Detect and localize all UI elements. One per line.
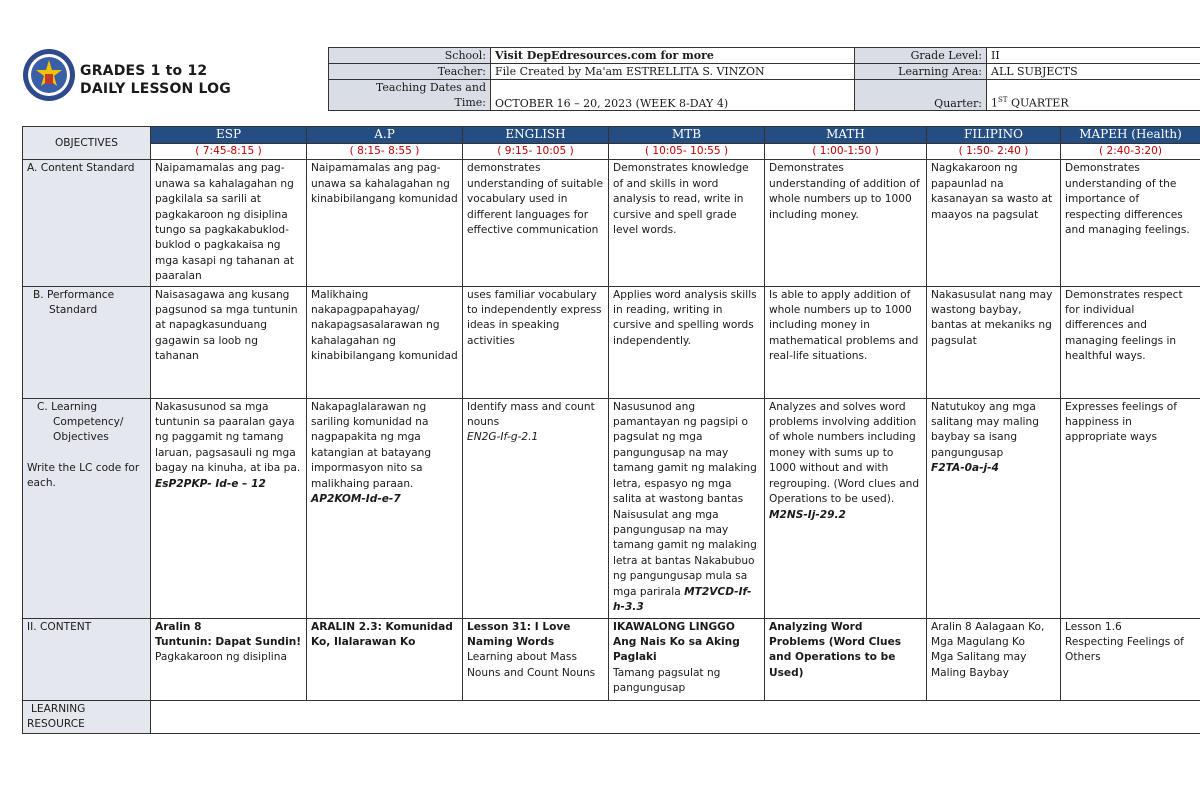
content-standard-cell: Demonstrates understanding of addition of whole numbers up to 1000 including money.	[765, 160, 927, 286]
subject-header-mapeh: MAPEH (Health)	[1061, 127, 1200, 144]
lc-code: M2NS-Ij-29.2	[769, 508, 846, 521]
learning-competency-cell: Identify mass and count nouns EN2G-If-g-2.1	[463, 398, 609, 618]
learning-competency-cell: Nakasusunod sa mga tuntunin sa paaralan gaya ng paggamit ng tamang laruan, pagsasauli ng mga bagay na kinuha, at iba pa. EsP2PKP- Id-e – 12	[151, 398, 307, 618]
learning-area-value: ALL SUBJECTS	[987, 64, 1200, 80]
time-mapeh: ( 2:40-3:20)	[1061, 144, 1200, 160]
content-cell: ARALIN 2.3: Komunidad Ko, Ilalarawan Ko	[307, 618, 463, 700]
content-standard-label: A. Content Standard	[23, 160, 151, 286]
performance-standard-cell: uses familiar vocabulary to independently express ideas in speaking activities	[463, 286, 609, 398]
content-cell: IKAWALONG LINGGO Ang Nais Ko sa Aking Paglaki Tamang pagsulat ng pangungusap	[609, 618, 765, 700]
content-cell: Analyzing Word Problems (Word Clues and Operations to be Used)	[765, 618, 927, 700]
subject-header-ap: A.P	[307, 127, 463, 144]
quarter-value: 1ST QUARTER	[987, 80, 1200, 111]
learning-resource-label: LEARNING RESOURCE	[23, 700, 151, 734]
content-standard-cell: Naipamamalas ang pag-unawa sa kahalagahan ng kinabibilangang komunidad	[307, 160, 463, 286]
lc-code: EsP2PKP- Id-e – 12	[155, 477, 266, 490]
lc-code: F2TA-0a-j-4	[931, 462, 999, 475]
learning-area-label: Learning Area:	[855, 64, 987, 80]
content-standard-cell: Nagkakaroon ng papaunlad na kasanayan sa wasto at maayos na pagsulat	[927, 160, 1061, 286]
subject-header-esp: ESP	[151, 127, 307, 144]
lesson-log-table	[22, 126, 1200, 734]
time-mtb: ( 10:05- 10:55 )	[609, 144, 765, 160]
subject-header-filipino: FILIPINO	[927, 127, 1061, 144]
header-info-table	[328, 47, 1200, 111]
time-math: ( 1:00-1:50 )	[765, 144, 927, 160]
grade-level-value: II	[987, 48, 1200, 64]
performance-standard-label: B. Performance Standard	[23, 286, 151, 398]
performance-standard-cell: Naisasagawa ang kusang pagsunod sa mga tuntunin at napagkasunduang gagawin sa loob ng tahanan	[151, 286, 307, 398]
learning-competency-cell: Analyzes and solves word problems involving addition of whole numbers including money with sums up to 1000 without and with regrouping. (Word clues and Operations to be used). M2NS-Ij-29.2	[765, 398, 927, 618]
performance-standard-cell: Malikhaing nakapagpapahayag/ nakapagsasalarawan ng kahalagahan ng kinabibilangang komunidad	[307, 286, 463, 398]
time-filipino: ( 1:50- 2:40 )	[927, 144, 1061, 160]
content-standard-cell: Naipamamalas ang pag-unawa sa kahalagahan ng pagkilala sa sarili at pagkakaroon ng disiplina tungo sa pagkakabuklod-buklod o pagkakaisa ng mga kasapi ng tahanan at paaralan	[151, 160, 307, 286]
subject-header-mtb: MTB	[609, 127, 765, 144]
content-cell: Lesson 31: I Love Naming Words Learning about Mass Nouns and Count Nouns	[463, 618, 609, 700]
content-cell: Aralin 8 Aalagaan Ko, Mga Magulang Ko Mga Salitang may Maling Baybay	[927, 618, 1061, 700]
learning-resource-cell	[151, 700, 1200, 734]
content-standard-cell: Demonstrates understanding of the importance of respecting differences and managing feelings.	[1061, 160, 1200, 286]
quarter-label: Quarter:	[855, 80, 987, 111]
document-title	[80, 62, 231, 98]
content-label: II. CONTENT	[23, 618, 151, 700]
content-cell: Aralin 8 Tuntunin: Dapat Sundin! Pagkakaroon ng disiplina	[151, 618, 307, 700]
teacher-label: Teacher:	[329, 64, 491, 80]
learning-competency-cell: Expresses feelings of happiness in appropriate ways	[1061, 398, 1200, 618]
performance-standard-cell: Applies word analysis skills in reading, writing in cursive and spelling words independently.	[609, 286, 765, 398]
lc-code-note: Write the LC code for each.	[27, 461, 140, 490]
content-standard-cell: Demonstrates knowledge of and skills in word analysis to read, write in cursive and spell grade level words.	[609, 160, 765, 286]
lc-code: EN2G-If-g-2.1	[467, 431, 539, 444]
time-esp: ( 7:45-8:15 )	[151, 144, 307, 160]
subject-header-math: MATH	[765, 127, 927, 144]
performance-standard-cell: Is able to apply addition of whole numbers up to 1000 including money in mathematical problems and real-life situations.	[765, 286, 927, 398]
title-line-2: DAILY LESSON LOG	[80, 81, 231, 97]
content-standard-cell: demonstrates understanding of suitable vocabulary used in different languages for effective communication	[463, 160, 609, 286]
performance-standard-cell: Nakasusulat nang may wastong baybay, bantas at mekaniks ng pagsulat	[927, 286, 1061, 398]
teaching-dates-value: OCTOBER 16 – 20, 2023 (WEEK 8-DAY 4)	[491, 80, 855, 111]
learning-competency-label: C. Learning Competency/ Objectives Write the LC code for each.	[23, 398, 151, 618]
school-label: School:	[329, 48, 491, 64]
content-cell: Lesson 1.6 Respecting Feelings of Others	[1061, 618, 1200, 700]
school-value: Visit DepEdresources.com for more	[491, 48, 855, 64]
subject-header-english: ENGLISH	[463, 127, 609, 144]
performance-standard-cell: Demonstrates respect for individual differences and managing feelings in healthful ways.	[1061, 286, 1200, 398]
teaching-dates-label: Teaching Dates and Time:	[329, 80, 491, 111]
objectives-header: OBJECTIVES	[23, 127, 151, 160]
grade-level-label: Grade Level:	[855, 48, 987, 64]
title-line-1: GRADES 1 to 12	[80, 63, 208, 79]
time-ap: ( 8:15- 8:55 )	[307, 144, 463, 160]
teacher-value: File Created by Ma'am ESTRELLITA S. VINZON	[491, 64, 855, 80]
lc-code: AP2KOM-Id-e-7	[311, 493, 401, 506]
learning-competency-cell: Natutukoy ang mga salitang may maling baybay sa isang pangungusap F2TA-0a-j-4	[927, 398, 1061, 618]
lc-code: MT2VCD-If-h-3.3	[613, 585, 752, 613]
deped-seal-logo	[22, 48, 76, 102]
learning-competency-cell: Nakapaglalarawan ng sariling komunidad na nagpapakita ng mga katangian at batayang impormasyon nito sa malikhaing paraan. AP2KOM-Id-e-7	[307, 398, 463, 618]
learning-competency-cell: Nasusunod ang pamantayan ng pagsipi o pagsulat ng mga pangungusap na may tamang gamit ng malaking letra, espasyo ng mga salita at wastong bantas Naisusulat ang mga pangungusap na may tamang gamit ng malaking letra at bantas Nakabubuo ng pangungusap mula sa mga parirala MT2VCD-If-h-3.3	[609, 398, 765, 618]
time-english: ( 9:15- 10:05 )	[463, 144, 609, 160]
